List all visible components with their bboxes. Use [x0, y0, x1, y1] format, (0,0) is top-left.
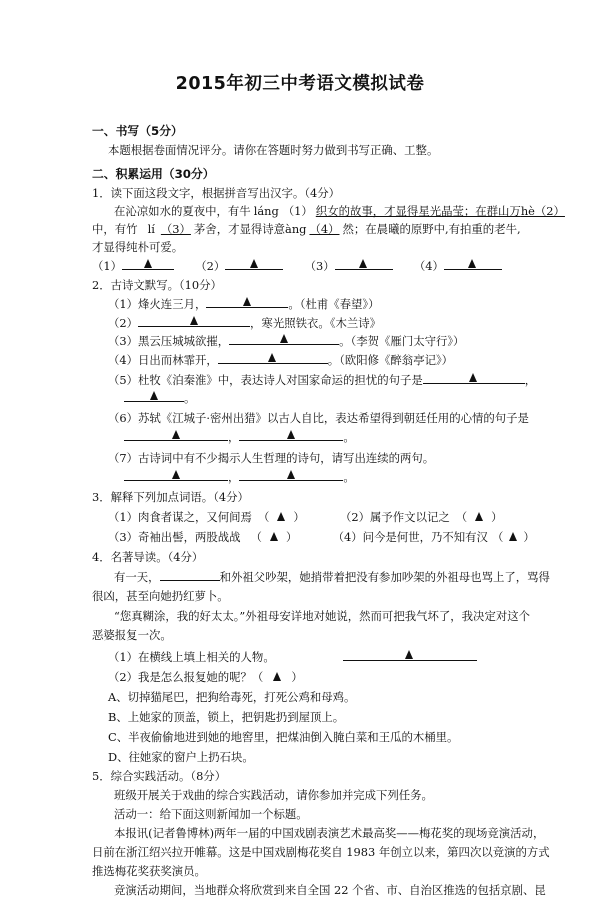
section-1-heading: 一、书写（5分） [92, 124, 183, 138]
q5-news-line-3: 推选梅花奖获奖演员。 [92, 864, 206, 878]
triangle-marker-icon [250, 259, 258, 268]
q4-option-d: D、往她家的窗户上扔石块。 [108, 750, 254, 764]
q4-passage-line-1: 有一天， 和外祖父吵架，她捎带着把没有参加吵架的外祖母也骂上了，骂得 [114, 570, 550, 584]
q2-blank-5a[interactable] [423, 373, 525, 384]
triangle-marker-icon [144, 259, 152, 268]
triangle-marker-icon [280, 334, 288, 343]
triangle-marker-icon [190, 316, 198, 325]
q2-item-4: （4）日出而林霏开， 。（欧阳修《醉翁亭记》） [108, 353, 454, 367]
q2-item-3: （3）黑云压城城欲摧， 。（李贺《雁门太守行》） [108, 334, 465, 348]
q4-passage-line-2: 很凶，甚至向她扔红萝卜。 [92, 589, 229, 603]
q2-blank-2[interactable] [138, 316, 250, 327]
q4-option-a: A、切掉猫尾巴，把狗给毒死，打死公鸡和母鸡。 [108, 690, 356, 704]
q4-stem: 4．名著导读。（4分） [92, 550, 204, 564]
q1-stem: 1．读下面这段文字，根据拼音写出汉字。（4分） [92, 186, 340, 200]
q2-blank-4[interactable] [218, 353, 328, 364]
q1-answer-blank-4[interactable] [444, 259, 502, 270]
q4-answer-blank-1[interactable] [343, 650, 477, 661]
q5-stem: 5．综合实践活动。（8分） [92, 769, 227, 783]
q2-blank-3[interactable] [229, 334, 339, 345]
q2-stem: 2．古诗文默写。（10分） [92, 278, 222, 292]
triangle-marker-icon [277, 512, 285, 521]
q2-item-1: （1）烽火连三月， 。（杜甫《春望》） [108, 297, 380, 311]
q2-item-5: （5）杜牧《泊秦淮》中，表达诗人对国家命运的担忧的句子是 ， [108, 373, 537, 387]
q2-blank-6a[interactable] [124, 430, 228, 441]
q2-blank-6b[interactable] [239, 430, 343, 441]
section-2-heading: 二、积累运用（30分） [92, 167, 215, 181]
q4-option-c: C、半夜偷偷地进到她的地窖里，把煤油倒入腌白菜和王瓜的木桶里。 [108, 730, 459, 744]
triangle-marker-icon [509, 532, 517, 541]
q1-blank-label-2: （2） [195, 259, 226, 273]
q1-passage-line-3: 才显得纯朴可爱。 [92, 240, 184, 254]
q4-option-b: B、上她家的顶盖，锁上，把钥匙扔到屋顶上。 [108, 710, 345, 724]
q4-passage-line-3: “您真糊涂，我的好太太。”外祖母安详地对她说，然而可把我气坏了，我决定对这个 [114, 609, 531, 623]
q5-intro: 班级开展关于戏曲的综合实践活动，请你参加并完成下列任务。 [114, 788, 433, 802]
triangle-marker-icon [172, 470, 180, 479]
q3-row-2: （3）奇袖出髻，两股战战 （ ） （4）问今是何世，乃不知有汉 （ ） [108, 530, 535, 544]
q2-item-7: （7）古诗词中有不少揭示人生哲理的诗句，请写出连续的两句。 [108, 451, 435, 465]
q2-item-6-cont: ， 。 [124, 430, 530, 444]
q1-passage-line-2: 中，有竹 lí （3） 茅舍，才显得诗意àng （4） 然；在晨曦的原野中,有拍重的老牛, [92, 222, 521, 236]
q2-item-7-cont: ， 。 [124, 470, 530, 484]
q1-answer-blanks [92, 259, 530, 273]
q3-row-1: （1）肉食者谋之，又何间焉 （ ） （2）属予作文以记之 （ ） [108, 510, 503, 524]
q4-passage-line-4: 恶婆报复一次。 [92, 628, 172, 642]
triangle-marker-icon [287, 430, 295, 439]
exam-title: 2015年初三中考语文模拟试卷 [175, 74, 425, 94]
triangle-marker-icon [270, 532, 278, 541]
q2-blank-7b[interactable] [239, 470, 343, 481]
triangle-marker-icon [150, 391, 158, 400]
q1-answer-blank-2[interactable] [225, 259, 283, 270]
q5-news-line-1: 本报讯(记者鲁博林)两年一届的中国戏剧表演艺术最高奖——梅花奖的现场竞演活动， [114, 826, 545, 840]
q5-news-line-2: 日前在浙江绍兴拉开帷幕。这是中国戏剧梅花奖自 1983 年创立以来，第四次以竞演的方式 [92, 845, 550, 859]
q1-blank-label-4: （4） [413, 259, 444, 273]
triangle-marker-icon [268, 353, 276, 362]
triangle-marker-icon [405, 650, 413, 659]
triangle-marker-icon [475, 512, 483, 521]
triangle-marker-icon [243, 297, 251, 306]
q1-passage-line-1: 在沁凉如水的夏夜中，有牛 láng （1） 织女的故事，才显得星光晶莹；在群山万hè（2） [114, 204, 565, 218]
triangle-marker-icon [469, 373, 477, 382]
triangle-marker-icon [287, 470, 295, 479]
triangle-marker-icon [172, 430, 180, 439]
section-1-text: 本题根据卷面情况评分。请你在答题时努力做到书写正确、工整。 [108, 143, 439, 157]
q4-sub-1: （1）在横线上填上相关的人物。 [108, 650, 530, 664]
q5-news-line-4: 竞演活动期间，当地群众将欣赏到来自全国 22 个省、市、自治区推选的包括京剧、昆 [114, 883, 546, 897]
triangle-marker-icon [468, 259, 476, 268]
q2-blank-7a[interactable] [124, 470, 228, 481]
q2-item-5-cont: 。 [124, 391, 530, 405]
triangle-marker-icon [359, 259, 367, 268]
q4-blank-name[interactable] [160, 570, 220, 581]
q1-answer-blank-3[interactable] [335, 259, 393, 270]
q4-sub-2: （2）我是怎么报复她的呢？（ ） [108, 670, 303, 684]
q2-blank-1[interactable] [206, 297, 288, 308]
triangle-marker-icon [273, 672, 281, 681]
q2-item-2: （2） ，寒光照铁衣。《木兰诗》 [108, 316, 382, 330]
q1-blank-label-1: （1） [92, 259, 123, 273]
q1-answer-blank-1[interactable] [122, 259, 174, 270]
q1-blank-label-3: （3） [304, 259, 335, 273]
q2-item-6: （6）苏轼《江城子·密州出猎》以古人自比，表达希望得到朝廷任用的心情的句子是 [108, 411, 529, 425]
q2-blank-5b[interactable] [124, 391, 184, 402]
q5-activity-1: 活动一：给下面这则新闻加一个标题。 [114, 807, 308, 821]
q3-stem: 3．解释下列加点词语。（4分） [92, 490, 249, 504]
